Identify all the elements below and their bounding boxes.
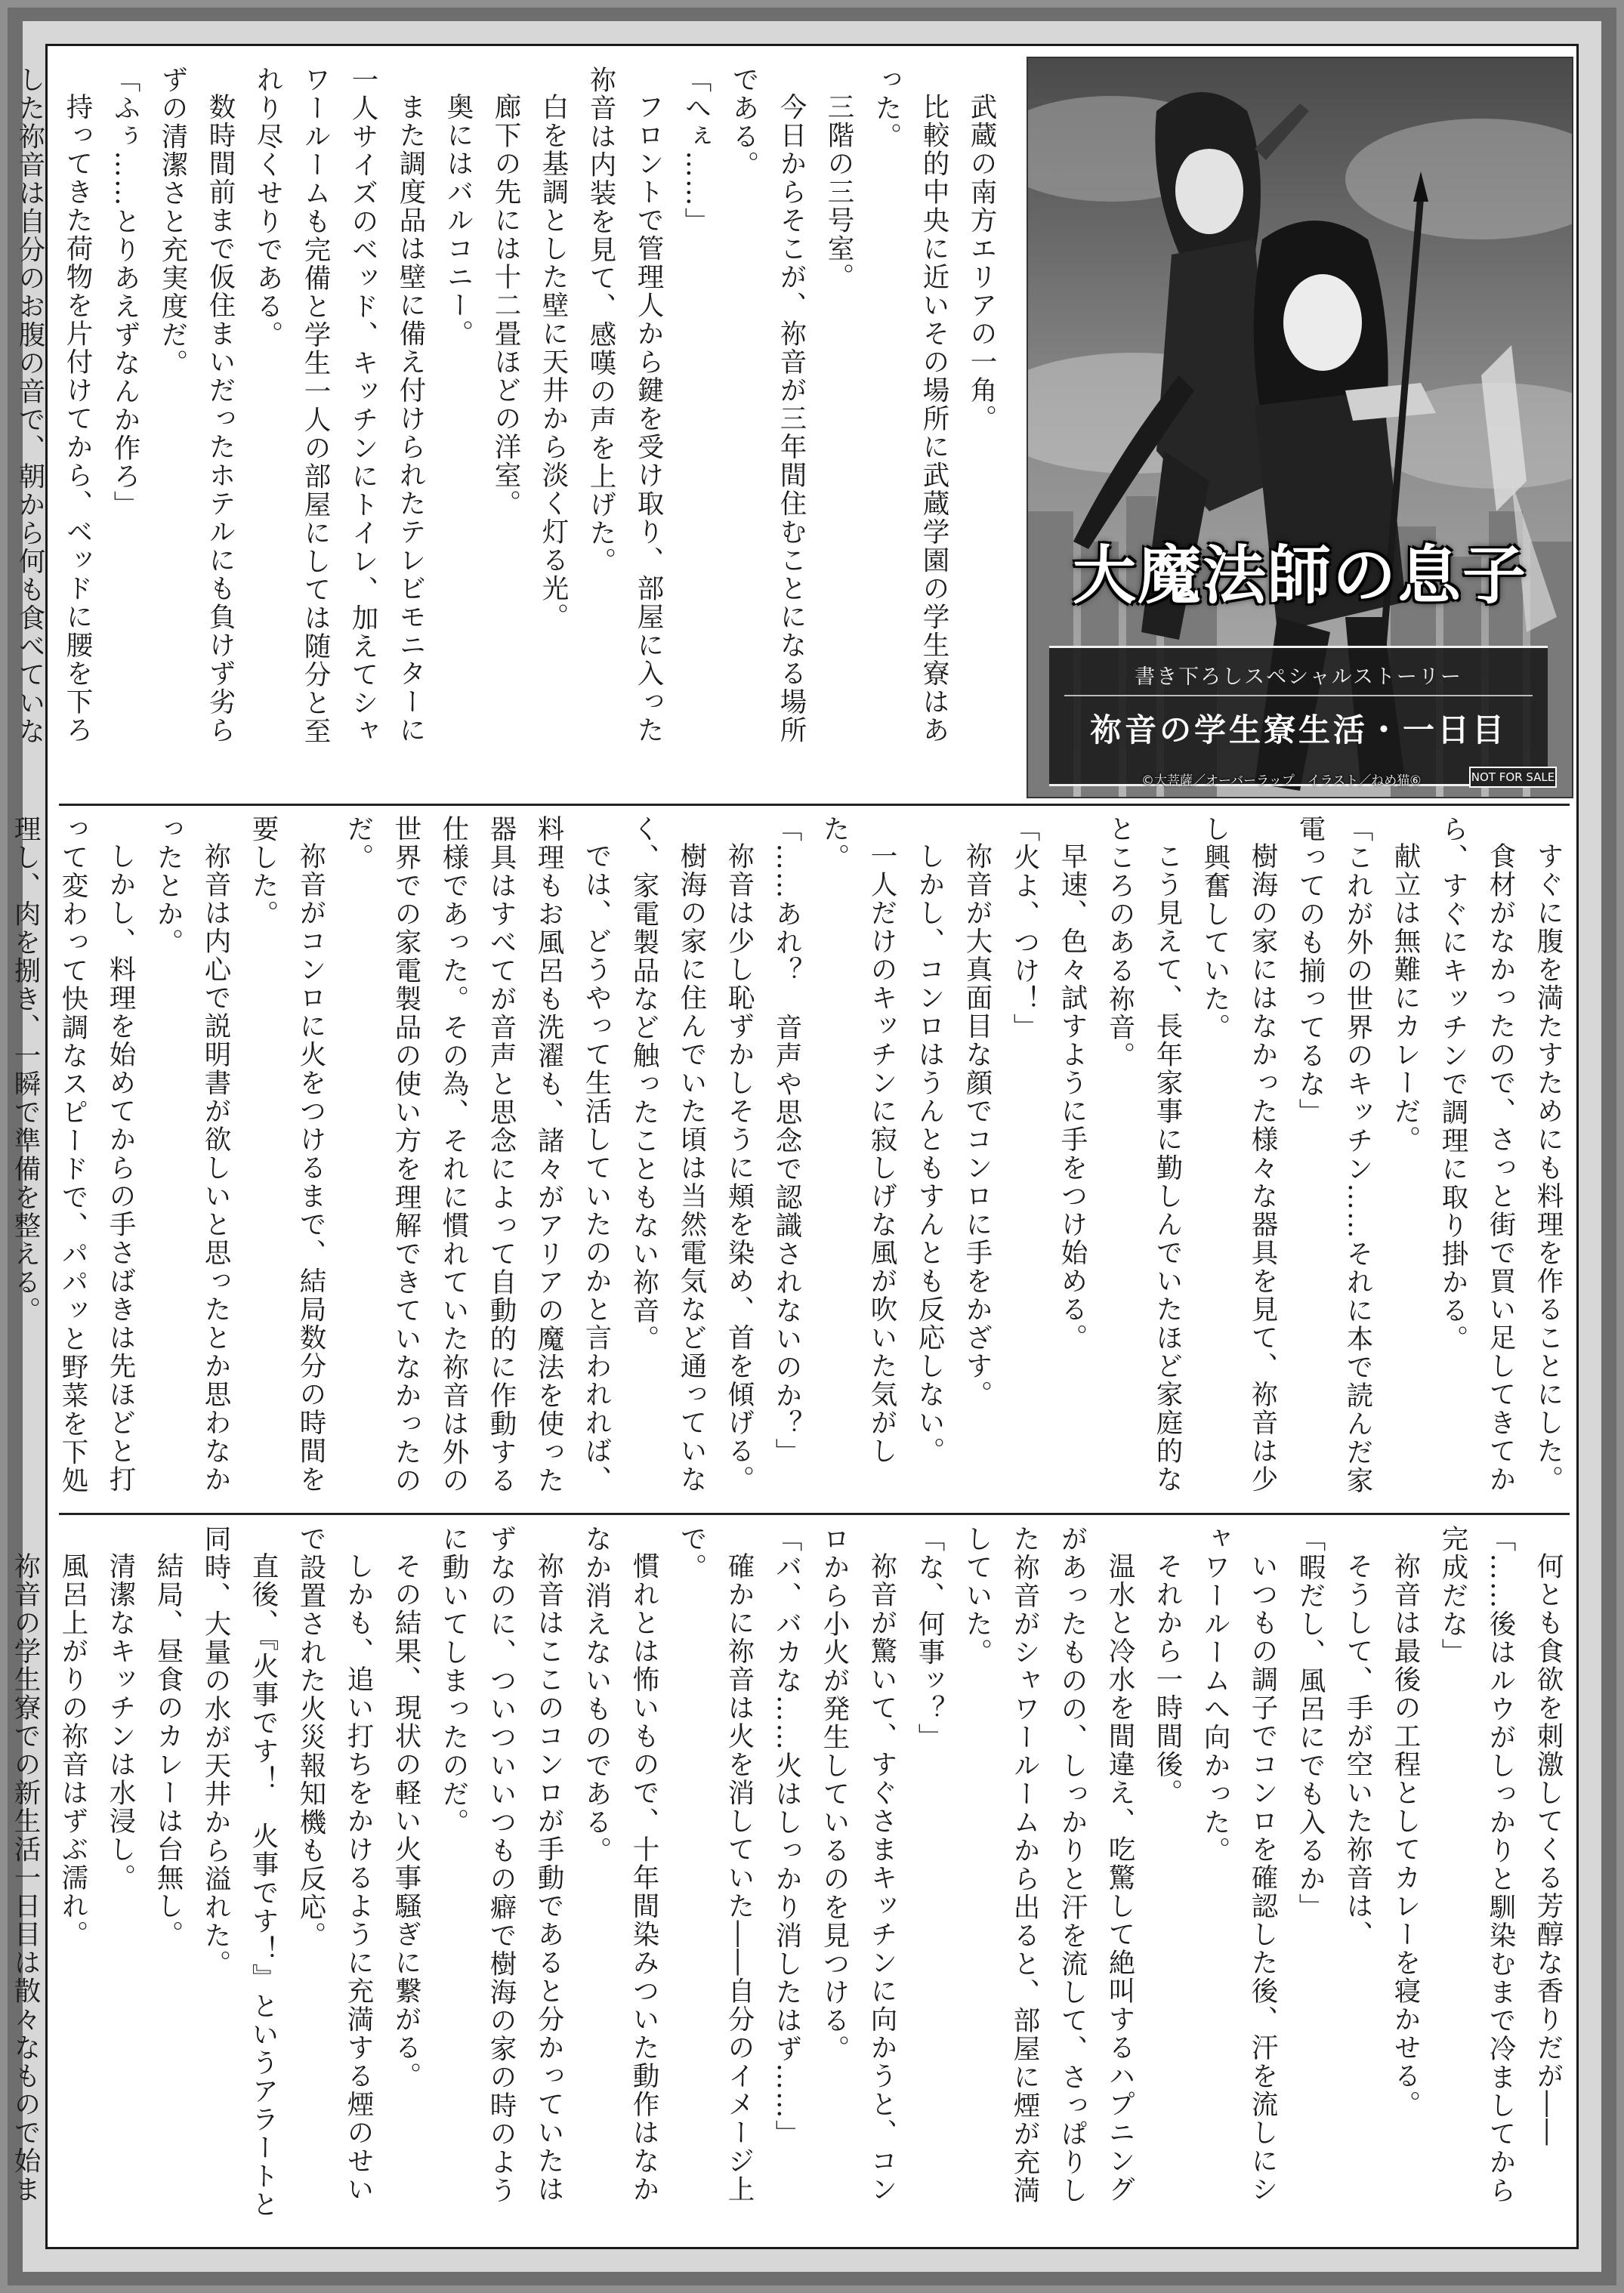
section-divider <box>59 804 1570 806</box>
story-section-2 <box>10 815 1572 1508</box>
paragraph: しかし、コンロはうんともすんとも反応しない。 <box>914 841 945 1465</box>
paragraph: 温水と冷水を間違え、吃驚して絶叫するハプニングがあったものの、しっかりと汗を流して、さっぱりした祢音がシャワールームから出ると、部屋に煙が充満していた。 <box>962 1525 1135 2205</box>
paragraph: 祢音が驚いて、すぐさまキッチンに向かうと、コンロから小火が発生しているのを見つける。 <box>819 1525 897 2203</box>
special-story-label: 書き下ろしスペシャルストーリー <box>1135 665 1462 689</box>
paragraph: 結局、昼食のカレーは台無し。 <box>153 1551 184 1949</box>
paragraph: 廊下の先には十二畳ほどの洋室。 <box>490 92 521 517</box>
banner-divider <box>1064 695 1533 696</box>
paragraph: 一人だけのキッチンに寂しげな風が吹いた気がした。 <box>819 815 897 1465</box>
section-divider <box>59 1513 1570 1515</box>
paragraph: 祢音がコンロに火をつけるまで、結局数分の時間を要した。 <box>248 815 326 1493</box>
paragraph: 何とも食欲を刺激してくる芳醇な香りだが―― <box>1533 1551 1564 2146</box>
paragraph: 祢音が大真面目な顔でコンロに手をかざす。 <box>962 841 993 1409</box>
paragraph: 「火よ、つけ！」 <box>1009 815 1040 1042</box>
paragraph: こう見えて、長年家事に勤しんでいたほど家庭的なところのある祢音。 <box>1104 815 1183 1493</box>
paragraph: 早速、色々試すように手をつけ始める。 <box>1057 841 1088 1352</box>
story-section-1 <box>14 66 1005 768</box>
paragraph: 祢音は内心で説明書が欲しいと思ったとか思わなかったとか。 <box>153 815 231 1493</box>
paragraph: 祢音は最後の工程としてカレーを寝かせる。 <box>1390 1551 1421 2119</box>
paragraph: 樹海の家に住んでいた頃は当然電気など通っていなく、家電製品など触ったこともない祢音。 <box>628 815 707 1493</box>
paragraph: 樹海の家にはなかった様々な器具を見て、祢音は少し興奮していた。 <box>1199 815 1278 1493</box>
paragraph: 奥にはバルコニー。 <box>443 92 474 347</box>
paragraph: 清潔なキッチンは水浸し。 <box>105 1551 136 1892</box>
paragraph: いつもの調子でコンロを確認した後、汗を流しにシャワールームへ向かった。 <box>1199 1525 1278 2203</box>
paragraph: 直後、『火事です！ 火事です！』というアラートと同時、大量の水が天井から溢れた。 <box>200 1525 279 2218</box>
story-banner <box>1049 646 1548 786</box>
paragraph: 比較的中央に近いその場所に武蔵学園の学生寮はあった。 <box>871 66 949 744</box>
paragraph: 風呂上がりの祢音はずぶ濡れ。 <box>57 1551 88 1949</box>
paragraph: 「へぇ……」 <box>681 66 712 236</box>
paragraph: 白を基調とした壁に天井から淡く灯る光。 <box>538 92 569 631</box>
paragraph: では、どうやって生活していたのかと言われれば、料理もお風呂も洗濯も、諸々がアリアの魔法を使った器具はすべてが音声と思念によって自動的に作動する仕様であった。その為、それに慣れていた祢音は外の世界での家電製品の使い方を理解できていなかったのだ。 <box>343 815 612 1495</box>
paragraph: そうして、手が空いた祢音は、 <box>1342 1551 1373 1949</box>
paragraph: 祢音はここのコンロが手動であると分かっていたはずなのに、ついついいつもの癖で樹海の家の時のように動いてしまったのだ。 <box>438 1525 564 2205</box>
paragraph: 今日からそこが、祢音が三年間住むことになる場所である。 <box>728 66 807 744</box>
paragraph: 「バ、バカな……火はしっかり消したはず……」 <box>771 1525 802 2148</box>
paragraph: しかし、料理を始めてからの手さばきは先ほどと打って変わって快調なスピードで、パパッと野菜を下処理し、肉を捌き、一瞬で準備を整える。 <box>10 815 136 1495</box>
paragraph: 「暇だし、風呂にでも入るか」 <box>1295 1525 1326 1921</box>
paragraph: それから一時間後。 <box>1152 1551 1183 1807</box>
paragraph: 「ふぅ……とりあえずなんか作ろ」 <box>110 66 140 519</box>
paragraph: 祢音は少し恥ずかしそうに頬を染め、首を傾げる。 <box>724 841 755 1493</box>
paragraph: また調度品は壁に備え付けられたテレビモニターに一人サイズのベッド、キッチンにトイレ、加えてシャワールームも完備と学生一人の部屋にしては随分と至れり尽くせりである。 <box>252 66 426 745</box>
paragraph: その結果、現状の軽い火事騒ぎに繋がる。 <box>391 1551 421 2090</box>
paragraph: 三階の三号室。 <box>823 92 854 291</box>
paragraph: 慣れとは怖いもので、十年間染みついた動作はなかなか消えないものである。 <box>581 1525 659 2203</box>
paragraph: 「これが外の世界のキッチン……それに本で読んだ家電ってのも揃ってるな」 <box>1295 815 1373 1495</box>
paragraph: 「……後はルウがしっかりと馴染むまで冷ましてから完成だな」 <box>1437 1525 1516 2205</box>
copyright-credit: ©大菩薩／オーバーラップ イラスト／ねめ猫⑥ <box>1141 773 1422 789</box>
paragraph: フロントで管理人から鍵を受け取り、部屋に入った祢音は内装を見て、感嘆の声を上げた。 <box>585 66 664 744</box>
story-section-3 <box>10 1525 1572 2230</box>
paragraph: 武蔵の南方エリアの一角。 <box>966 92 997 433</box>
paragraph: 確かに祢音は火を消していた――自分のイメージ上で。 <box>676 1525 755 2203</box>
paragraph: 「な、何事ッ？」 <box>914 1525 945 1751</box>
paragraph: 食材がなかったので、さっと街で買い足してきてから、すぐにキッチンで調理に取り掛かる。 <box>1437 815 1516 1493</box>
paragraph: 数時間前まで仮住まいだったホテルにも負けず劣らずの清潔さと充実度だ。 <box>157 66 236 744</box>
paragraph: 「……あれ？ 音声や思念で認識されないのか？」 <box>771 815 802 1467</box>
paragraph: 持ってきた荷物を片付けてから、ベッドに腰を下ろした祢音は自分のお腹の音で、朝から何も食べていな <box>14 66 93 745</box>
paragraph: 祢音の学生寮での新生活一日目は散々なもので始ま <box>10 1551 41 2203</box>
document-page <box>10 44 1579 2249</box>
paragraph: 献立は無難にカレーだ。 <box>1390 841 1421 1153</box>
paragraph <box>0 815 2 1508</box>
cover-illustration <box>1027 57 1573 798</box>
paragraph: すぐに腹を満たすためにも料理を作ることにした。 <box>1533 841 1564 1493</box>
book-title: 大魔法師の息子 <box>1072 539 1527 613</box>
paragraph: しかも、追い打ちをかけるように充満する煙のせいで設置された火災報知機も反応。 <box>295 1525 374 2203</box>
not-for-sale-badge: NOT FOR SALE <box>1469 767 1557 788</box>
story-title: 祢音の学生寮生活・一日目 <box>1089 711 1507 748</box>
